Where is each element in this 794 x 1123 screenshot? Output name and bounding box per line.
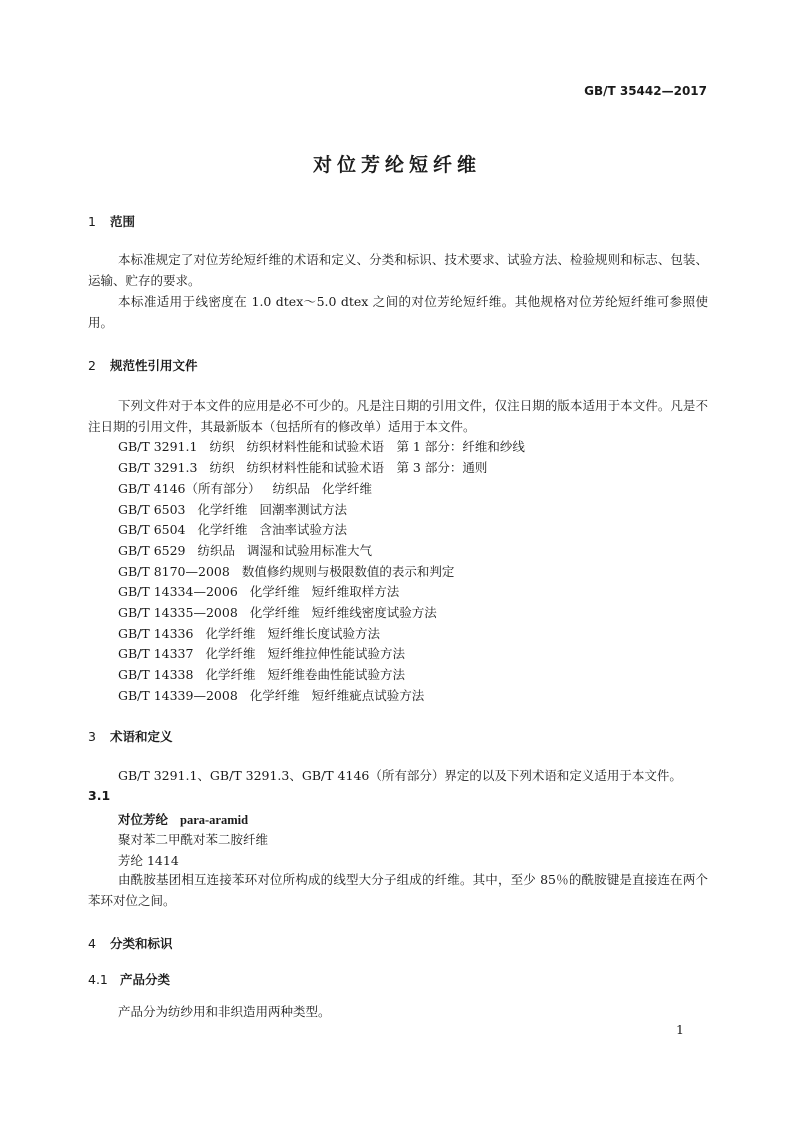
reference-title: 化学纤维: [322, 481, 373, 496]
reference-title: 短纤维长度试验方法: [267, 626, 380, 641]
reference-code: GB/T 14337: [118, 646, 194, 661]
reference-category: 数值修约规则与极限数值的表示和判定: [241, 564, 455, 579]
section-3-intro: GB/T 3291.1、GB/T 3291.3、GB/T 4146（所有部分）界定的以及下列术语和定义适用于本文件。: [118, 768, 682, 783]
reference-title: 回潮率测试方法: [259, 502, 348, 517]
document-title: 对位芳纶短纤维: [312, 154, 481, 176]
reference-item: [118, 437, 525, 455]
reference-category: 化学纤维: [249, 584, 300, 599]
reference-item: [118, 624, 380, 642]
reference-code: GB/T 3291.3: [118, 460, 198, 475]
reference-title: 短纤维疵点试验方法: [311, 688, 425, 703]
section-1-heading: [88, 212, 135, 230]
subsection-3-1-number: 3.1: [88, 788, 111, 803]
reference-category: 化学纤维: [249, 605, 300, 620]
reference-code: GB/T 14338: [118, 667, 194, 682]
section-3-heading: [88, 727, 173, 745]
section-1-title: 范围: [110, 214, 136, 229]
reference-item: [118, 479, 372, 497]
reference-category: 化学纤维: [205, 667, 256, 682]
reference-code: GB/T 6503: [118, 502, 186, 517]
term-entry: [118, 810, 248, 828]
reference-title: 调湿和试验用标准大气: [247, 543, 373, 558]
reference-code: GB/T 14339—2008: [118, 688, 238, 703]
section-2-heading: [88, 356, 198, 374]
reference-category: 化学纤维: [197, 522, 248, 537]
subsection-4-1-number: 4.1: [88, 972, 108, 987]
section-1-number: 1: [88, 214, 96, 229]
reference-title: 纺织材料性能和试验术语 第 3 部分：通则: [246, 460, 488, 475]
section-3-title: 术语和定义: [110, 729, 173, 744]
section-1-paragraph-1: 本标准规定了对位芳纶短纤维的术语和定义、分类和标识、技术要求、试验方法、检验规则和标志、包装、运输、贮存的要求。: [88, 252, 708, 288]
reference-category: 纺织品: [197, 543, 236, 558]
reference-code: GB/T 14334—2006: [118, 584, 238, 599]
section-4-number: 4: [88, 936, 96, 951]
section-4-1-paragraph: 产品分为纺纱用和非织造用两种类型。: [118, 1004, 331, 1019]
term-definition: 由酰胺基团相互连接苯环对位所构成的线型大分子组成的纤维。其中，至少 85％的酰胺键是直接连在两个苯环对位之间。: [88, 872, 708, 908]
reference-category: 化学纤维: [205, 646, 256, 661]
reference-code: GB/T 6504: [118, 522, 186, 537]
reference-item: [118, 644, 405, 662]
document-number: GB/T 35442—2017: [584, 84, 707, 98]
reference-category: 化学纤维: [249, 688, 300, 703]
section-2-number: 2: [88, 358, 96, 373]
reference-code: GB/T 8170—2008: [118, 564, 230, 579]
subsection-4-1-heading: [88, 970, 170, 988]
reference-category: 化学纤维: [197, 502, 248, 517]
section-4-title: 分类和标识: [110, 936, 173, 951]
term-synonym-2: 芳纶 1414: [118, 853, 179, 868]
reference-item: [118, 665, 405, 683]
reference-item: [118, 458, 487, 476]
reference-item: [118, 520, 347, 538]
reference-item: [118, 500, 347, 518]
reference-code: GB/T 4146（所有部分）: [118, 481, 261, 496]
section-2-intro: 下列文件对于本文件的应用是必不可少的。凡是注日期的引用文件，仅注日期的版本适用于本文件。凡是不注日期的引用文件，其最新版本（包括所有的修改单）适用于本文件。: [88, 398, 708, 434]
reference-title: 含油率试验方法: [259, 522, 348, 537]
reference-title: 短纤维拉伸性能试验方法: [267, 646, 405, 661]
term-synonym-1: 聚对苯二甲酰对苯二胺纤维: [118, 832, 269, 847]
reference-category: 纺织品: [272, 481, 311, 496]
reference-code: GB/T 14336: [118, 626, 194, 641]
reference-title: 短纤维取样方法: [311, 584, 400, 599]
reference-code: GB/T 6529: [118, 543, 186, 558]
reference-item: [118, 603, 437, 621]
section-4-heading: [88, 934, 173, 952]
reference-title: 短纤维卷曲性能试验方法: [267, 667, 405, 682]
reference-item: [118, 562, 466, 580]
page-number: 1: [676, 1022, 684, 1037]
term-chinese: 对位芳纶: [118, 812, 169, 827]
reference-code: GB/T 3291.1: [118, 439, 198, 454]
reference-item: [118, 541, 372, 559]
reference-category: 化学纤维: [205, 626, 256, 641]
reference-item: [118, 686, 424, 704]
section-2-title: 规范性引用文件: [110, 358, 198, 373]
subsection-4-1-title: 产品分类: [120, 972, 171, 987]
section-3-number: 3: [88, 729, 96, 744]
reference-category: 纺织: [209, 439, 235, 454]
reference-title: 短纤维线密度试验方法: [311, 605, 437, 620]
section-1-paragraph-2: 本标准适用于线密度在 1.0 dtex～5.0 dtex 之间的对位芳纶短纤维。其他规格对位芳纶短纤维可参照使用。: [88, 294, 708, 330]
reference-category: 纺织: [209, 460, 235, 475]
reference-title: 纺织材料性能和试验术语 第 1 部分：纤维和纱线: [246, 439, 525, 454]
reference-code: GB/T 14335—2008: [118, 605, 238, 620]
reference-item: [118, 582, 399, 600]
term-english: para-aramid: [180, 813, 249, 827]
